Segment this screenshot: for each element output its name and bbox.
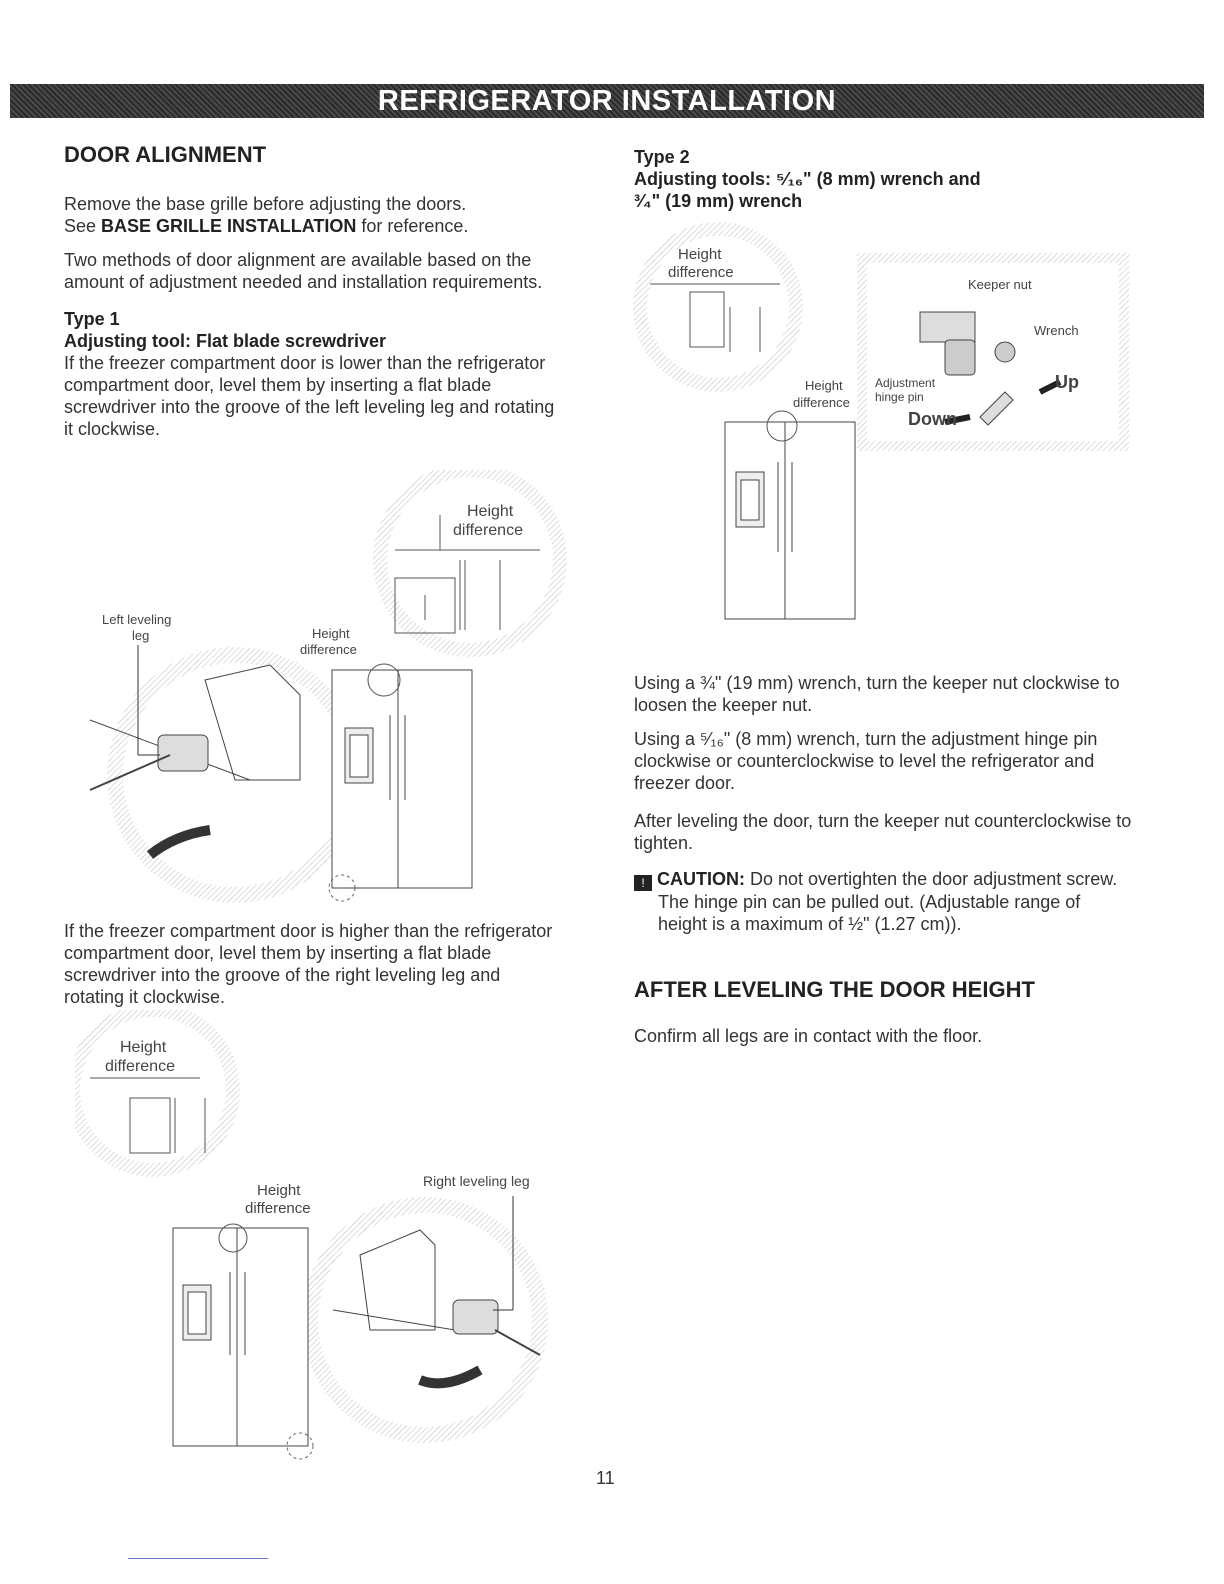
down-label: Down xyxy=(908,409,957,429)
after-leveling-text: Confirm all legs are in contact with the floor. xyxy=(634,1026,983,1046)
hd3-top-label: Height xyxy=(678,246,722,263)
up-label: Up xyxy=(1055,372,1079,392)
hd1b-top-label: Height xyxy=(312,626,350,641)
intro-line-2 xyxy=(64,215,564,237)
hd2-bottom-label: difference xyxy=(105,1058,175,1075)
footer-rule xyxy=(128,1558,268,1559)
figure-hinge-adjustment xyxy=(630,222,1130,642)
right-column-top xyxy=(634,146,1114,212)
after-leveling-heading: AFTER LEVELING THE DOOR HEIGHT xyxy=(634,977,1035,1002)
figure-left-leveling-leg xyxy=(60,470,580,910)
type2-tool-line2: ³⁄₄" (19 mm) wrench xyxy=(634,191,803,211)
left-column xyxy=(64,144,564,440)
type1b-block xyxy=(64,920,564,1008)
right-column-steps xyxy=(634,672,1132,1047)
hd3b-top-label: Height xyxy=(805,378,843,393)
caution-line-2: The hinge pin can be pulled out. (Adjustable range of xyxy=(658,892,1081,912)
banner-title: REFRIGERATOR INSTALLATION xyxy=(377,84,837,117)
type1-title: Type 1 xyxy=(64,309,120,329)
step-1: Using a ¾" (19 mm) wrench, turn the keeper nut clockwise to loosen the keeper nut. xyxy=(634,673,1120,715)
intro-line-1: Remove the base grille before adjusting the doors. xyxy=(64,194,467,214)
keeper-nut-label: Keeper nut xyxy=(968,277,1032,292)
hd1-top-label: Height xyxy=(467,503,514,520)
door-alignment-heading: DOOR ALIGNMENT xyxy=(64,142,267,167)
caution-text: Do not overtighten the door adjustment screw. xyxy=(745,869,1118,889)
step-3: After leveling the door, turn the keeper nut counterclockwise to tighten. xyxy=(634,811,1132,853)
adjustment-label-2: hinge pin xyxy=(875,390,924,404)
hd2b-bottom-label: difference xyxy=(245,1200,311,1217)
hd3-bottom-label: difference xyxy=(668,264,734,281)
adjustment-label-1: Adjustment xyxy=(875,376,936,390)
hd1-bottom-label: difference xyxy=(453,522,523,539)
type1b-instructions: If the freezer compartment door is higher than the refrigerator compartment door, level them by inserting a flat blade screwdriver into the groove of the right leveling leg and rotating it clockwise. xyxy=(64,921,553,1007)
intro-see: See xyxy=(64,216,102,236)
wrench-label: Wrench xyxy=(1034,323,1079,338)
left-leg-label-2: leg xyxy=(132,628,150,643)
caution-line-1 xyxy=(634,868,1124,891)
hd1b-bottom-label: difference xyxy=(300,642,357,657)
hd2b-top-label: Height xyxy=(257,1182,301,1199)
hd3b-bottom-label: difference xyxy=(793,395,850,410)
type1-tool: Adjusting tool: Flat blade screwdriver xyxy=(64,331,387,351)
page-number: 11 xyxy=(596,1468,615,1488)
intro-paragraph-2: Two methods of door alignment are available based on the amount of adjustment needed and installation requirements. xyxy=(64,250,543,292)
figure-right-leveling-leg xyxy=(75,1010,575,1460)
right-leg-label: Right leveling leg xyxy=(423,1173,530,1189)
type2-tool-line1: Adjusting tools: ⁵⁄₁₆" (8 mm) wrench and xyxy=(634,169,981,189)
intro-tail: for reference. xyxy=(356,216,469,236)
warning-icon: ! xyxy=(634,875,652,891)
type1-instructions: If the freezer compartment door is lower than the refrigerator compartment door, level them by inserting a flat blade screwdriver into the groove of the left leveling leg and rotating it clockwise. xyxy=(64,353,555,439)
step-2: Using a ⁵⁄₁₆" (8 mm) wrench, turn the adjustment hinge pin clockwise or counterclockwise to level the refrigerator and freezer door. xyxy=(634,729,1098,793)
caution-label: CAUTION: xyxy=(657,869,746,889)
section-banner xyxy=(10,84,1204,118)
type2-title: Type 2 xyxy=(634,147,690,167)
base-grille-reference: BASE GRILLE INSTALLATION xyxy=(101,216,357,236)
left-leg-label-1: Left leveling xyxy=(102,612,172,627)
hd2-top-label: Height xyxy=(120,1039,167,1056)
caution-line-3: height is a maximum of ½" (1.27 cm)). xyxy=(658,914,962,934)
